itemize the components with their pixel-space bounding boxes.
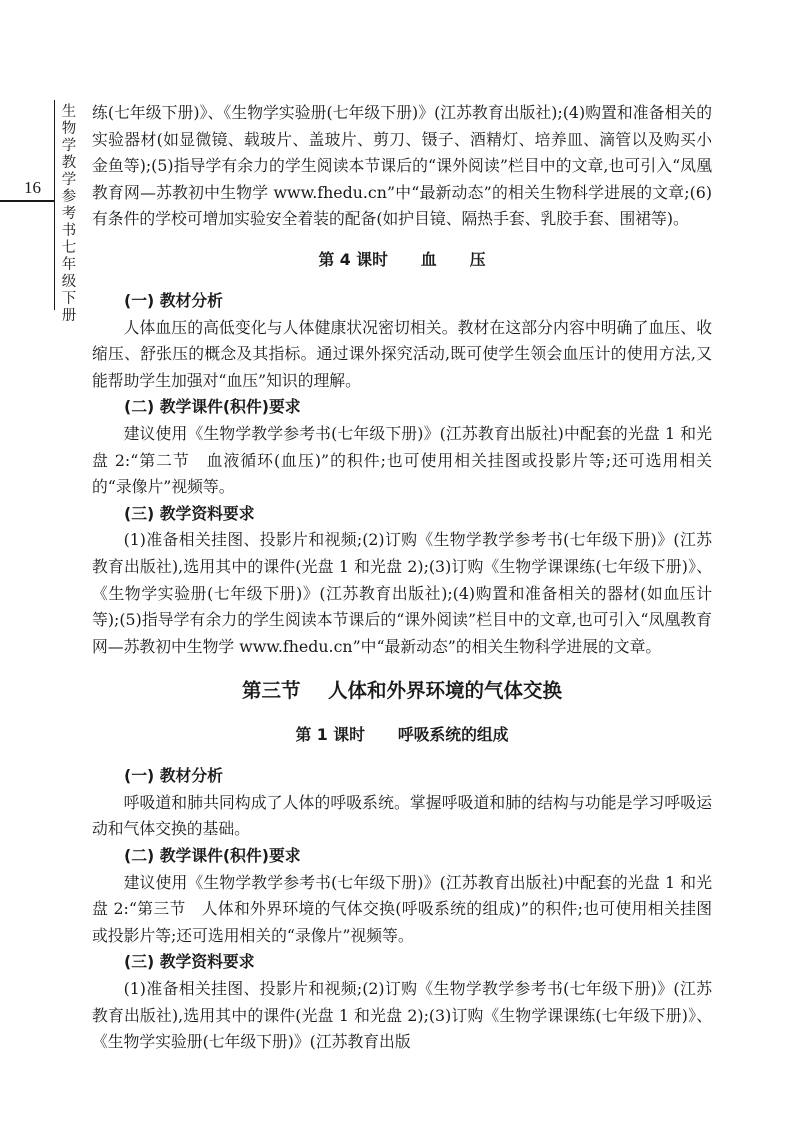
lesson-name: 呼吸系统的组成 (397, 725, 509, 745)
lesson-name-part1: 血 (420, 249, 437, 269)
lesson-title-respiratory-system (92, 722, 712, 748)
subheading-materials: (三) 教学资料要求 (124, 503, 255, 523)
paragraph-courseware: 建议使用《生物学教学参考书(七年级下册)》(江苏教育出版社)中配套的光盘 1 和光盘 2:“第三节 人体和外界环境的气体交换(呼吸系统的组成)”的积件;也可使用相关挂图或投影片等;还可选用相关的“录像片”视频等。 (92, 872, 712, 945)
subheading-courseware: (二) 教学课件(积件)要求 (124, 846, 301, 866)
continued-paragraph: 练(七年级下册)》、《生物学实验册(七年级下册)》(江苏教育出版社);(4)购置和准备相关的实验器材(如显微镜、载玻片、盖玻片、剪刀、镊子、酒精灯、培养皿、滴管以及购买小金鱼等);(5)指导学有余力的学生阅读本节课后的“课外阅读”栏目中的文章,也可引入“凤凰教育网—苏教初中生物学 www.fhedu.cn”中“最新动态”的相关生物科学进展的文章;(6)有条件的学校可增加实验安全着装的配备(如护目镜、隔热手套、乳胶手套、围裙等)。 (92, 103, 712, 229)
section-title (92, 674, 712, 708)
side-running-title: 生物学教学参考书七年级下册 (61, 104, 77, 324)
paragraph-materials: (1)准备相关挂图、投影片和视频;(2)订购《生物学教学参考书(七年级下册)》(江苏教育出版社),选用其中的课件(光盘 1 和光盘 2);(3)订购《生物学课课练(七年级下册)》、《生物学实验册(七年级下册)》(江苏教育出版社);(4)购置和准备相关的器材(如血压计等);(5)指导学有余力的学生阅读本节课后的“课外阅读”栏目中的文章,也可引入“凤凰教育网—苏教初中生物学 www.fhedu.cn”中“最新动态”的相关生物科学进展的文章。 (92, 530, 712, 656)
subheading-textbook-analysis: (一) 教材分析 (124, 290, 223, 310)
subheading-courseware: (二) 教学课件(积件)要求 (124, 397, 301, 417)
lesson-title-blood-pressure (92, 247, 712, 273)
page-body (92, 100, 712, 1056)
section-number: 第三节 (241, 679, 301, 703)
paragraph-textbook-analysis: 人体血压的高低变化与人体健康状况密切相关。教材在这部分内容中明确了血压、收缩压、舒张压的概念及其指标。通过课外探究活动,既可使学生领会血压计的使用方法,又能帮助学生加强对“血压”知识的理解。 (92, 317, 712, 390)
page-edge-rule (0, 200, 54, 202)
lesson-number: 第 4 课时 (318, 249, 388, 269)
paragraph-textbook-analysis: 呼吸道和肺共同构成了人体的呼吸系统。掌握呼吸道和肺的结构与功能是学习呼吸运动和气体交换的基础。 (92, 792, 712, 839)
paragraph-materials: (1)准备相关挂图、投影片和视频;(2)订购《生物学教学参考书(七年级下册)》(江苏教育出版社),选用其中的课件(光盘 1 和光盘 2);(3)订购《生物学课课练(七年级下册)》、《生物学实验册(七年级下册)》(江苏教育出版 (92, 979, 712, 1052)
subheading-textbook-analysis: (一) 教材分析 (124, 766, 223, 786)
subheading-materials: (三) 教学资料要求 (124, 952, 255, 972)
page-number: 16 (24, 178, 41, 197)
paragraph-courseware: 建议使用《生物学教学参考书(七年级下册)》(江苏教育出版社)中配套的光盘 1 和光盘 2:“第二节 血液循环(血压)”的积件;也可使用相关挂图或投影片等;还可选用相关的“录像片”视频等。 (92, 423, 712, 497)
lesson-number: 第 1 课时 (295, 725, 365, 745)
section-name: 人体和外界环境的气体交换 (328, 679, 563, 703)
side-title-rule (54, 100, 55, 310)
lesson-name-part2: 压 (469, 249, 486, 269)
